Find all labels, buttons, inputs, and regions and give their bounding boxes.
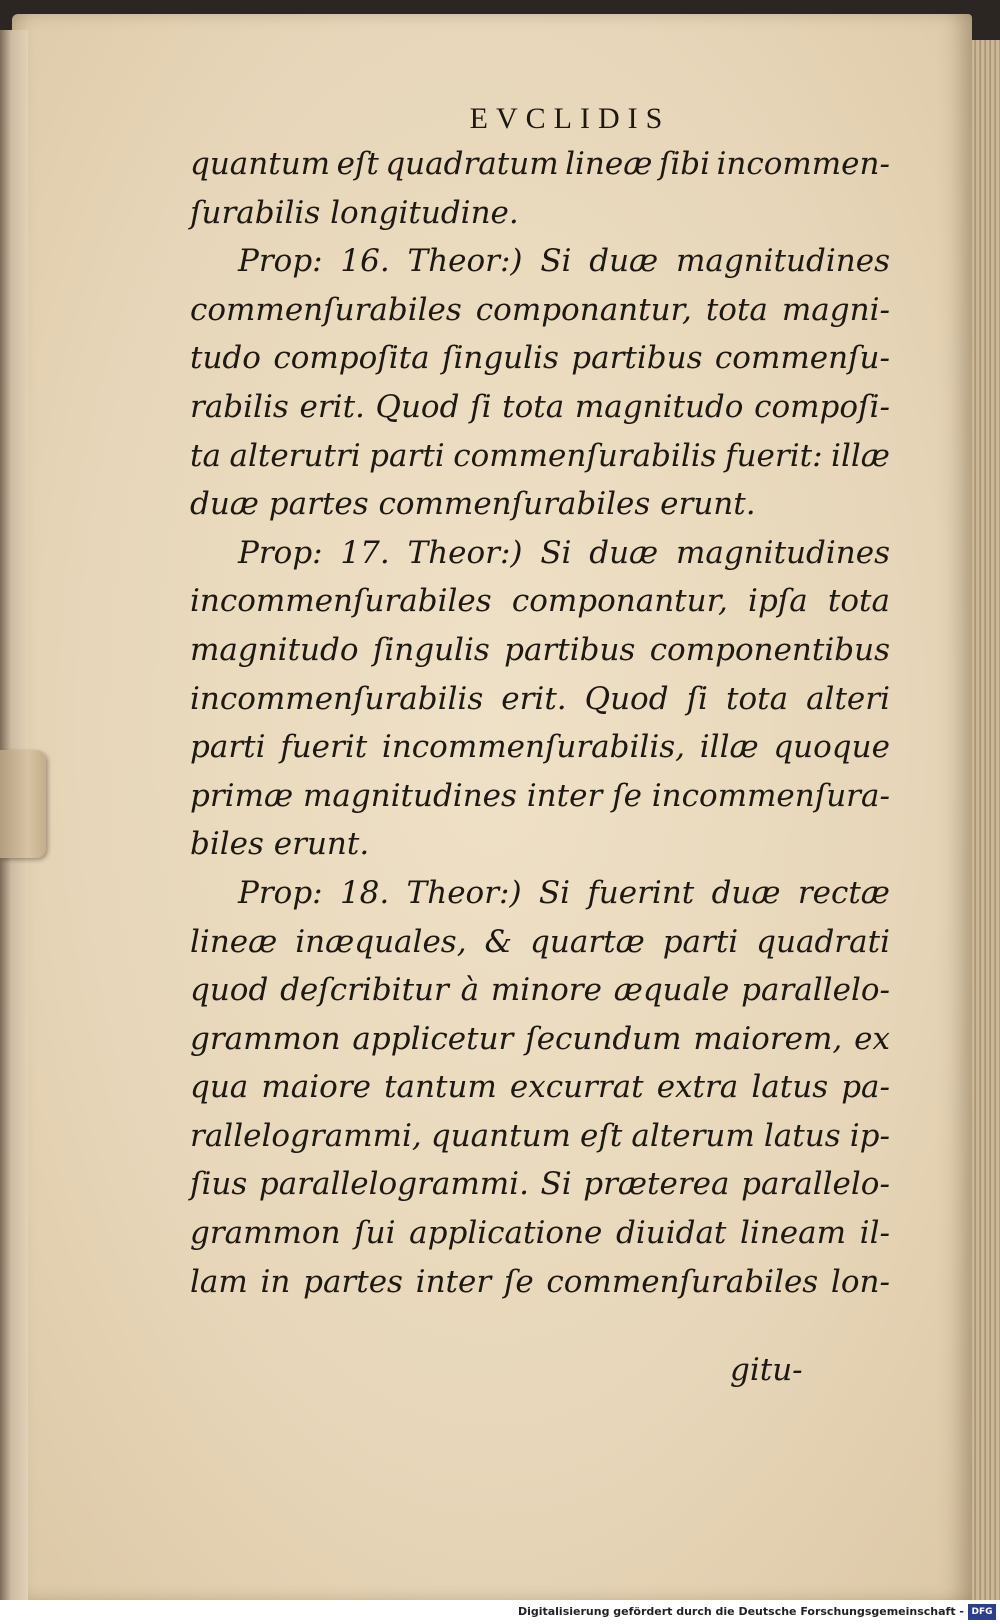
text-line: duæ partes commenſurabiles erunt.	[190, 486, 756, 523]
right-page-edges	[972, 40, 1000, 1600]
text-line: parti fuerit incommenſurabilis, illæ quoque	[190, 729, 890, 766]
page-text	[190, 92, 890, 1306]
text-line: ta alterutri parti commenſurabilis fuerit: illæ	[190, 437, 890, 474]
text-line: incommenſurabilis erit. Quod ſi tota alteri	[190, 680, 890, 717]
text-line: rabilis erit. Quod ſi tota magnitudo compoſi-	[190, 388, 890, 425]
text-line: grammon applicetur ſecundum maiorem, ex	[190, 1020, 890, 1057]
text-line: ſius parallelogrammi. Si præterea parallelo-	[190, 1166, 890, 1203]
digitization-footer	[0, 1600, 1000, 1624]
text-line: incommenſurabiles componantur, ipſa tota	[190, 583, 890, 620]
text-line: ſurabilis longitudine.	[190, 194, 519, 231]
footer-credit: Digitalisierung gefördert durch die Deutsche Forschungsgemeinschaft -	[517, 1605, 964, 1618]
text-line: Prop: 16. Theor:) Si duæ magnitudines	[238, 243, 890, 280]
text-line: lam in partes inter ſe commenſurabiles lon-	[190, 1263, 890, 1300]
text-line: primæ magnitudines inter ſe incommenſura-	[190, 777, 890, 814]
text-line: Prop: 18. Theor:) Si fuerint duæ rectæ	[238, 874, 890, 911]
catchword: gitu-	[730, 1352, 803, 1388]
text-line: rallelogrammi, quantum eſt alterum latus ip-	[190, 1117, 890, 1154]
text-line: Prop: 17. Theor:) Si duæ magnitudines	[238, 534, 890, 571]
page-tab	[0, 750, 46, 858]
text-line: grammon ſui applicatione diuidat lineam il-	[190, 1215, 890, 1252]
text-line: qua maiore tantum excurrat extra latus pa-	[190, 1069, 890, 1106]
text-line: tudo compoſita ſingulis partibus commenſu-	[190, 340, 890, 377]
running-head: EVCLIDIS	[469, 102, 671, 135]
dfg-logo: DFG	[968, 1604, 996, 1620]
text-line: biles erunt.	[190, 826, 370, 863]
text-line: quod deſcribitur à minore æquale parallelo-	[190, 972, 890, 1009]
text-line: commenſurabiles componantur, tota magni-	[190, 291, 890, 328]
text-line: magnitudo ſingulis partibus componentibus	[190, 631, 890, 668]
text-line: lineæ inæquales, & quartæ parti quadrati	[190, 923, 890, 960]
text-line: quantum eſt quadratum lineæ ſibi incommen-	[190, 146, 890, 182]
